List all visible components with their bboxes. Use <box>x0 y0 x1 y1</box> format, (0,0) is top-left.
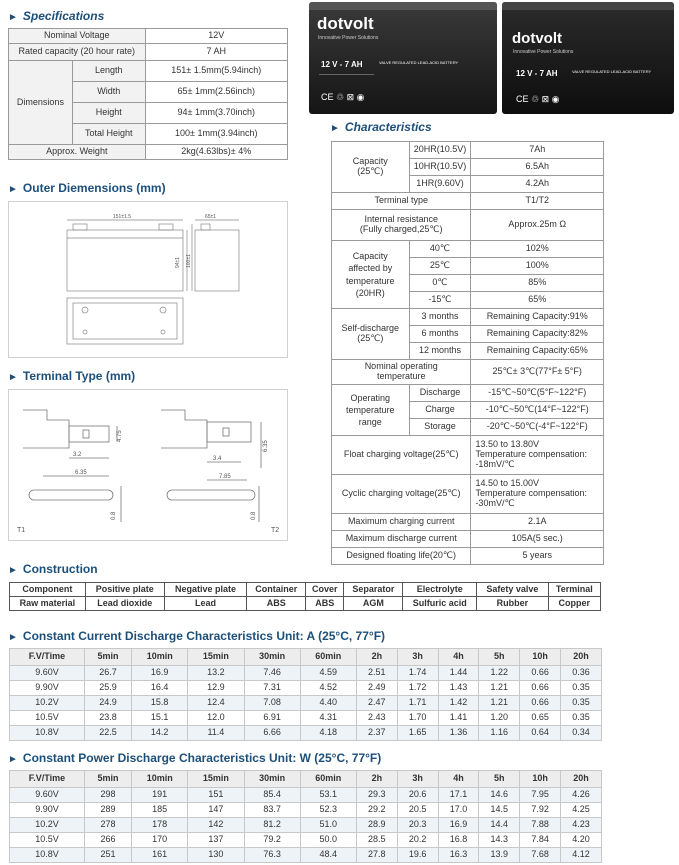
column-header: 60min <box>300 771 356 788</box>
power-discharge-body <box>10 771 602 863</box>
nominal-op-temp-value: 25℃± 3℃(77°F± 5°F) <box>471 360 604 385</box>
triangle-icon: ► <box>8 12 18 23</box>
cons-value: Sulfuric acid <box>403 597 477 611</box>
table-cell: 1.16 <box>479 726 520 741</box>
table-row <box>10 788 602 803</box>
battery-brand: dotvolt <box>317 14 374 33</box>
temp-val-2: 100% <box>471 258 604 275</box>
cap-val-1: 7Ah <box>471 142 604 159</box>
cons-value: Copper <box>548 597 600 611</box>
table-row <box>10 726 602 741</box>
table-cell: 14.6 <box>479 788 520 803</box>
temp-3: 0℃ <box>409 275 471 292</box>
table-cell: 1.70 <box>397 711 438 726</box>
t2-dim-b: 7.85 <box>219 474 231 480</box>
nominal-voltage: 12V <box>145 29 287 44</box>
column-header: F.V/Time <box>10 771 85 788</box>
t2-label: T2 <box>271 527 280 534</box>
max-charge-value: 2.1A <box>471 514 604 531</box>
table-cell: 29.2 <box>356 803 397 818</box>
table-cell: 1.43 <box>438 681 479 696</box>
table-cell: 15.1 <box>132 711 188 726</box>
table-cell: 1.71 <box>397 696 438 711</box>
terminal-type-label: Terminal type <box>332 193 471 210</box>
triangle-icon: ► <box>8 184 18 195</box>
table-cell: 7.84 <box>520 833 561 848</box>
column-header: F.V/Time <box>10 649 85 666</box>
table-cell: 7.92 <box>520 803 561 818</box>
cons-header: Electrolyte <box>403 583 477 597</box>
length-dim: 151±1.5 <box>113 214 132 220</box>
table-cell: 81.2 <box>244 818 300 833</box>
column-header: 10h <box>520 649 561 666</box>
table-cell: 12.4 <box>188 696 244 711</box>
table-cell: 48.4 <box>300 848 356 863</box>
table-cell: 79.2 <box>244 833 300 848</box>
dimensions-label: Dimensions <box>9 61 73 145</box>
table-cell: 4.52 <box>300 681 356 696</box>
table-cell: 12.9 <box>188 681 244 696</box>
table-cell: 0.66 <box>520 681 561 696</box>
column-header: 3h <box>397 771 438 788</box>
height-label: Height <box>72 103 145 124</box>
power-discharge-title: ► Constant Power Discharge Characteristics Unit: W (25°C, 77°F) <box>8 751 382 765</box>
sd-val-2: Remaining Capacity:82% <box>471 326 604 343</box>
sd-val-1: Remaining Capacity:91% <box>471 309 604 326</box>
battery-model: 12 V - 7 AH <box>321 60 363 69</box>
temp-val-1: 102% <box>471 241 604 258</box>
table-cell: 185 <box>132 803 188 818</box>
table-cell: 266 <box>84 833 131 848</box>
table-cell: 137 <box>188 833 244 848</box>
weight-value: 2kg(4.63lbs)± 4% <box>145 145 287 160</box>
table-cell: 23.8 <box>84 711 131 726</box>
battery-tagline-2: Innovative Power Solutions <box>513 49 574 55</box>
t1-dim-a: 3.2 <box>73 452 82 458</box>
table-cell: 4.23 <box>561 818 602 833</box>
temp-capacity-label: Capacity affected by temperature (20HR) <box>332 241 410 309</box>
table-cell: 2.49 <box>356 681 397 696</box>
cyclic-voltage-value: 14.50 to 15.00V Temperature compensation: -30mV/℃ <box>471 475 604 514</box>
t1-dim-c: 4.75 <box>117 430 123 442</box>
table-row <box>10 696 602 711</box>
table-row <box>10 666 602 681</box>
t1-label: T1 <box>17 527 26 534</box>
float-voltage-value: 13.50 to 13.80V Temperature compensation: -18mV/℃ <box>471 436 604 475</box>
internal-resistance-value: Approx.25m Ω <box>471 210 604 241</box>
table-cell: 7.08 <box>244 696 300 711</box>
table-cell: 1.42 <box>438 696 479 711</box>
cons-header: Separator <box>344 583 403 597</box>
temp-4: -15℃ <box>409 292 471 309</box>
table-cell: 14.5 <box>479 803 520 818</box>
table-cell: 16.4 <box>132 681 188 696</box>
max-discharge-value: 105A(5 sec.) <box>471 531 604 548</box>
cons-value: ABS <box>247 597 306 611</box>
column-header: 30min <box>244 771 300 788</box>
table-cell: 2.37 <box>356 726 397 741</box>
column-header: 20h <box>561 771 602 788</box>
table-cell: 278 <box>84 818 131 833</box>
max-charge-label: Maximum charging current <box>332 514 471 531</box>
table-cell: 25.9 <box>84 681 131 696</box>
table-cell: 16.9 <box>132 666 188 681</box>
battery-photo-side <box>502 2 674 114</box>
table-cell: 50.0 <box>300 833 356 848</box>
table-cell: 83.7 <box>244 803 300 818</box>
table-cell: 1.21 <box>479 681 520 696</box>
table-cell: 9.90V <box>10 681 85 696</box>
table-cell: 9.60V <box>10 788 85 803</box>
triangle-icon: ► <box>8 754 18 765</box>
table-cell: 53.1 <box>300 788 356 803</box>
column-header: 15min <box>188 771 244 788</box>
table-cell: 27.8 <box>356 848 397 863</box>
floating-life-label: Designed floating life(20℃) <box>332 548 471 565</box>
table-cell: 147 <box>188 803 244 818</box>
table-row <box>10 848 602 863</box>
battery-marks-2: CE ♲ ⊠ ◉ <box>516 94 560 104</box>
self-discharge-label: Self-discharge (25℃) <box>332 309 410 360</box>
table-cell: 4.40 <box>300 696 356 711</box>
cons-value: Lead <box>164 597 247 611</box>
table-cell: 10.5V <box>10 711 85 726</box>
total-height-label: Total Height <box>72 124 145 145</box>
table-cell: 0.64 <box>520 726 561 741</box>
temp-val-3: 85% <box>471 275 604 292</box>
float-voltage-label: Float charging voltage(25℃) <box>332 436 471 475</box>
column-header: 2h <box>356 649 397 666</box>
total-height-dim: 100±1 <box>186 254 192 268</box>
cons-header: Safety valve <box>477 583 548 597</box>
t1-dim-b: 6.35 <box>75 470 87 476</box>
battery-type: VALVE REGULATED LEAD-ACID BATTERY <box>379 60 459 65</box>
current-discharge-body <box>10 649 602 741</box>
table-cell: 1.20 <box>479 711 520 726</box>
table-cell: 7.31 <box>244 681 300 696</box>
table-cell: 1.22 <box>479 666 520 681</box>
cons-value: ABS <box>306 597 344 611</box>
triangle-icon: ► <box>8 565 18 576</box>
width-value: 65± 1mm(2.56inch) <box>145 82 287 103</box>
specifications-table <box>8 28 288 160</box>
table-cell: 1.41 <box>438 711 479 726</box>
table-cell: 1.36 <box>438 726 479 741</box>
op-range-3: -20℃~50℃(-4°F~122°F) <box>471 419 604 436</box>
table-row <box>10 833 602 848</box>
table-cell: 7.68 <box>520 848 561 863</box>
table-cell: 10.2V <box>10 696 85 711</box>
floating-life-value: 5 years <box>471 548 604 565</box>
column-header: 4h <box>438 649 479 666</box>
op-mode-3: Storage <box>409 419 471 436</box>
table-cell: 1.44 <box>438 666 479 681</box>
table-cell: 2.47 <box>356 696 397 711</box>
current-discharge-table <box>9 648 602 741</box>
table-cell: 251 <box>84 848 131 863</box>
max-discharge-label: Maximum discharge current <box>332 531 471 548</box>
table-cell: 0.66 <box>520 696 561 711</box>
triangle-icon: ► <box>8 372 18 383</box>
table-cell: 0.34 <box>561 726 602 741</box>
table-cell: 28.9 <box>356 818 397 833</box>
temp-1: 40℃ <box>409 241 471 258</box>
table-cell: 4.18 <box>300 726 356 741</box>
column-header: 5h <box>479 771 520 788</box>
cons-header: Positive plate <box>85 583 164 597</box>
battery-marks: CE ♲ ⊠ ◉ <box>321 92 365 102</box>
weight-label: Approx. Weight <box>9 145 146 160</box>
table-cell: 4.20 <box>561 833 602 848</box>
terminal-type-title: ► Terminal Type (mm) <box>8 369 136 383</box>
sd-period-1: 3 months <box>409 309 471 326</box>
t2-dim-a: 3.4 <box>213 456 222 462</box>
cap-val-2: 6.5Ah <box>471 159 604 176</box>
table-cell: 9.90V <box>10 803 85 818</box>
table-cell: 10.8V <box>10 848 85 863</box>
temp-val-4: 65% <box>471 292 604 309</box>
column-header: 15min <box>188 649 244 666</box>
table-cell: 151 <box>188 788 244 803</box>
table-cell: 1.74 <box>397 666 438 681</box>
table-cell: 6.91 <box>244 711 300 726</box>
table-cell: 13.9 <box>479 848 520 863</box>
op-mode-1: Discharge <box>409 385 471 402</box>
table-cell: 12.0 <box>188 711 244 726</box>
table-cell: 28.5 <box>356 833 397 848</box>
rated-capacity: 7 AH <box>145 44 287 61</box>
table-cell: 170 <box>132 833 188 848</box>
column-header: 4h <box>438 771 479 788</box>
length-value: 151± 1.5mm(5.94inch) <box>145 61 287 82</box>
triangle-icon: ► <box>330 123 340 134</box>
table-cell: 24.9 <box>84 696 131 711</box>
table-cell: 4.25 <box>561 803 602 818</box>
table-cell: 16.8 <box>438 833 479 848</box>
nominal-op-temp-label: Nominal operating temperature <box>332 360 471 385</box>
column-header: 5h <box>479 649 520 666</box>
column-header: 3h <box>397 649 438 666</box>
table-row <box>10 803 602 818</box>
outer-dimensions-drawing <box>8 201 288 358</box>
table-cell: 14.4 <box>479 818 520 833</box>
rated-capacity-label: Rated capacity (20 hour rate) <box>9 44 146 61</box>
current-discharge-title: ► Constant Current Discharge Characteristics Unit: A (25°C, 77°F) <box>8 629 386 643</box>
table-cell: 178 <box>132 818 188 833</box>
width-dim: 65±1 <box>205 214 217 220</box>
cons-value: AGM <box>344 597 403 611</box>
sd-val-3: Remaining Capacity:65% <box>471 343 604 360</box>
op-range-2: -10℃~50℃(14°F~122°F) <box>471 402 604 419</box>
column-header: 5min <box>84 649 131 666</box>
t1-dim-d: 0.8 <box>111 511 117 520</box>
table-header-row <box>10 649 602 666</box>
column-header: 5min <box>84 771 131 788</box>
cons-header: Container <box>247 583 306 597</box>
table-cell: 20.2 <box>397 833 438 848</box>
table-cell: 0.65 <box>520 711 561 726</box>
column-header: 2h <box>356 771 397 788</box>
cons-header: Terminal <box>548 583 600 597</box>
terminal-drawing <box>8 389 288 541</box>
table-cell: 17.1 <box>438 788 479 803</box>
table-cell: 1.21 <box>479 696 520 711</box>
column-header: 10min <box>132 771 188 788</box>
table-row <box>10 818 602 833</box>
width-label: Width <box>72 82 145 103</box>
column-header: 10h <box>520 771 561 788</box>
cons-value: Lead dioxide <box>85 597 164 611</box>
column-header: 10min <box>132 649 188 666</box>
table-cell: 20.6 <box>397 788 438 803</box>
table-cell: 289 <box>84 803 131 818</box>
cap-rate-2: 10HR(10.5V) <box>409 159 471 176</box>
internal-resistance-label: Internal resistance (Fully charged,25℃) <box>332 210 471 241</box>
sd-period-3: 12 months <box>409 343 471 360</box>
table-cell: 0.35 <box>561 711 602 726</box>
construction-table <box>9 582 601 611</box>
height-dim: 94±1 <box>175 256 181 268</box>
table-cell: 26.7 <box>84 666 131 681</box>
table-cell: 4.26 <box>561 788 602 803</box>
table-cell: 19.6 <box>397 848 438 863</box>
table-cell: 10.5V <box>10 833 85 848</box>
table-cell: 7.95 <box>520 788 561 803</box>
terminal-diagram <box>9 390 287 540</box>
table-cell: 15.8 <box>132 696 188 711</box>
table-cell: 7.88 <box>520 818 561 833</box>
table-cell: 29.3 <box>356 788 397 803</box>
table-cell: 7.46 <box>244 666 300 681</box>
op-range-1: -15℃~50℃(5°F~122°F) <box>471 385 604 402</box>
total-height-value: 100± 1mm(3.94inch) <box>145 124 287 145</box>
cons-header: Cover <box>306 583 344 597</box>
table-cell: 10.2V <box>10 818 85 833</box>
height-value: 94± 1mm(3.70inch) <box>145 103 287 124</box>
battery-type-2: VALVE REGULATED LEAD-ACID BATTERY <box>572 69 652 74</box>
table-cell: 20.3 <box>397 818 438 833</box>
column-header: 20h <box>561 649 602 666</box>
cons-header: Component <box>10 583 86 597</box>
table-cell: 16.3 <box>438 848 479 863</box>
table-cell: 0.35 <box>561 696 602 711</box>
table-cell: 14.2 <box>132 726 188 741</box>
table-header-row <box>10 771 602 788</box>
table-cell: 10.8V <box>10 726 85 741</box>
table-cell: 191 <box>132 788 188 803</box>
dimension-diagram <box>9 202 287 357</box>
characteristics-title: ► Characteristics <box>330 120 432 134</box>
table-cell: 4.31 <box>300 711 356 726</box>
table-cell: 11.4 <box>188 726 244 741</box>
table-cell: 0.66 <box>520 666 561 681</box>
table-cell: 2.51 <box>356 666 397 681</box>
op-mode-2: Charge <box>409 402 471 419</box>
t2-dim-c: 6.35 <box>263 440 269 452</box>
terminal-type-value: T1/T2 <box>471 193 604 210</box>
op-temp-label: Operating temperature range <box>332 385 410 436</box>
table-cell: 51.0 <box>300 818 356 833</box>
battery-tagline: Innovative Power Solutions <box>318 35 379 41</box>
nominal-voltage-label: Nominal Voltage <box>9 29 146 44</box>
table-cell: 161 <box>132 848 188 863</box>
battery-photo-front <box>309 2 497 114</box>
table-cell: 2.43 <box>356 711 397 726</box>
specifications-title: ► Specifications <box>8 9 105 23</box>
t2-dim-d: 0.8 <box>251 511 257 520</box>
table-cell: 85.4 <box>244 788 300 803</box>
cap-rate-3: 1HR(9.60V) <box>409 176 471 193</box>
cons-header: Negative plate <box>164 583 247 597</box>
table-cell: 13.2 <box>188 666 244 681</box>
cons-value: Raw material <box>10 597 86 611</box>
temp-2: 25℃ <box>409 258 471 275</box>
table-cell: 1.65 <box>397 726 438 741</box>
table-cell: 22.5 <box>84 726 131 741</box>
column-header: 30min <box>244 649 300 666</box>
outer-dimensions-title: ► Outer Diemensions (mm) <box>8 181 166 195</box>
battery-brand-2: dotvolt <box>512 30 562 47</box>
table-cell: 20.5 <box>397 803 438 818</box>
table-cell: 17.0 <box>438 803 479 818</box>
characteristics-table <box>331 141 604 565</box>
cyclic-voltage-label: Cyclic charging voltage(25℃) <box>332 475 471 514</box>
table-cell: 76.3 <box>244 848 300 863</box>
power-discharge-table <box>9 770 602 863</box>
table-cell: 4.59 <box>300 666 356 681</box>
cons-value: Rubber <box>477 597 548 611</box>
column-header: 60min <box>300 649 356 666</box>
table-cell: 0.35 <box>561 681 602 696</box>
table-cell: 6.66 <box>244 726 300 741</box>
table-cell: 16.9 <box>438 818 479 833</box>
table-cell: 9.60V <box>10 666 85 681</box>
triangle-icon: ► <box>8 632 18 643</box>
table-cell: 130 <box>188 848 244 863</box>
construction-title: ► Construction <box>8 562 98 576</box>
cap-val-3: 4.2Ah <box>471 176 604 193</box>
table-row <box>10 681 602 696</box>
table-cell: 142 <box>188 818 244 833</box>
length-label: Length <box>72 61 145 82</box>
sd-period-2: 6 months <box>409 326 471 343</box>
table-cell: 298 <box>84 788 131 803</box>
table-cell: 52.3 <box>300 803 356 818</box>
table-cell: 4.12 <box>561 848 602 863</box>
table-cell: 0.36 <box>561 666 602 681</box>
battery-model-2: 12 V - 7 AH <box>516 69 558 78</box>
table-cell: 14.3 <box>479 833 520 848</box>
cap-rate-1: 20HR(10.5V) <box>409 142 471 159</box>
table-cell: 1.72 <box>397 681 438 696</box>
capacity-label: Capacity (25℃) <box>332 142 410 193</box>
table-row <box>10 711 602 726</box>
